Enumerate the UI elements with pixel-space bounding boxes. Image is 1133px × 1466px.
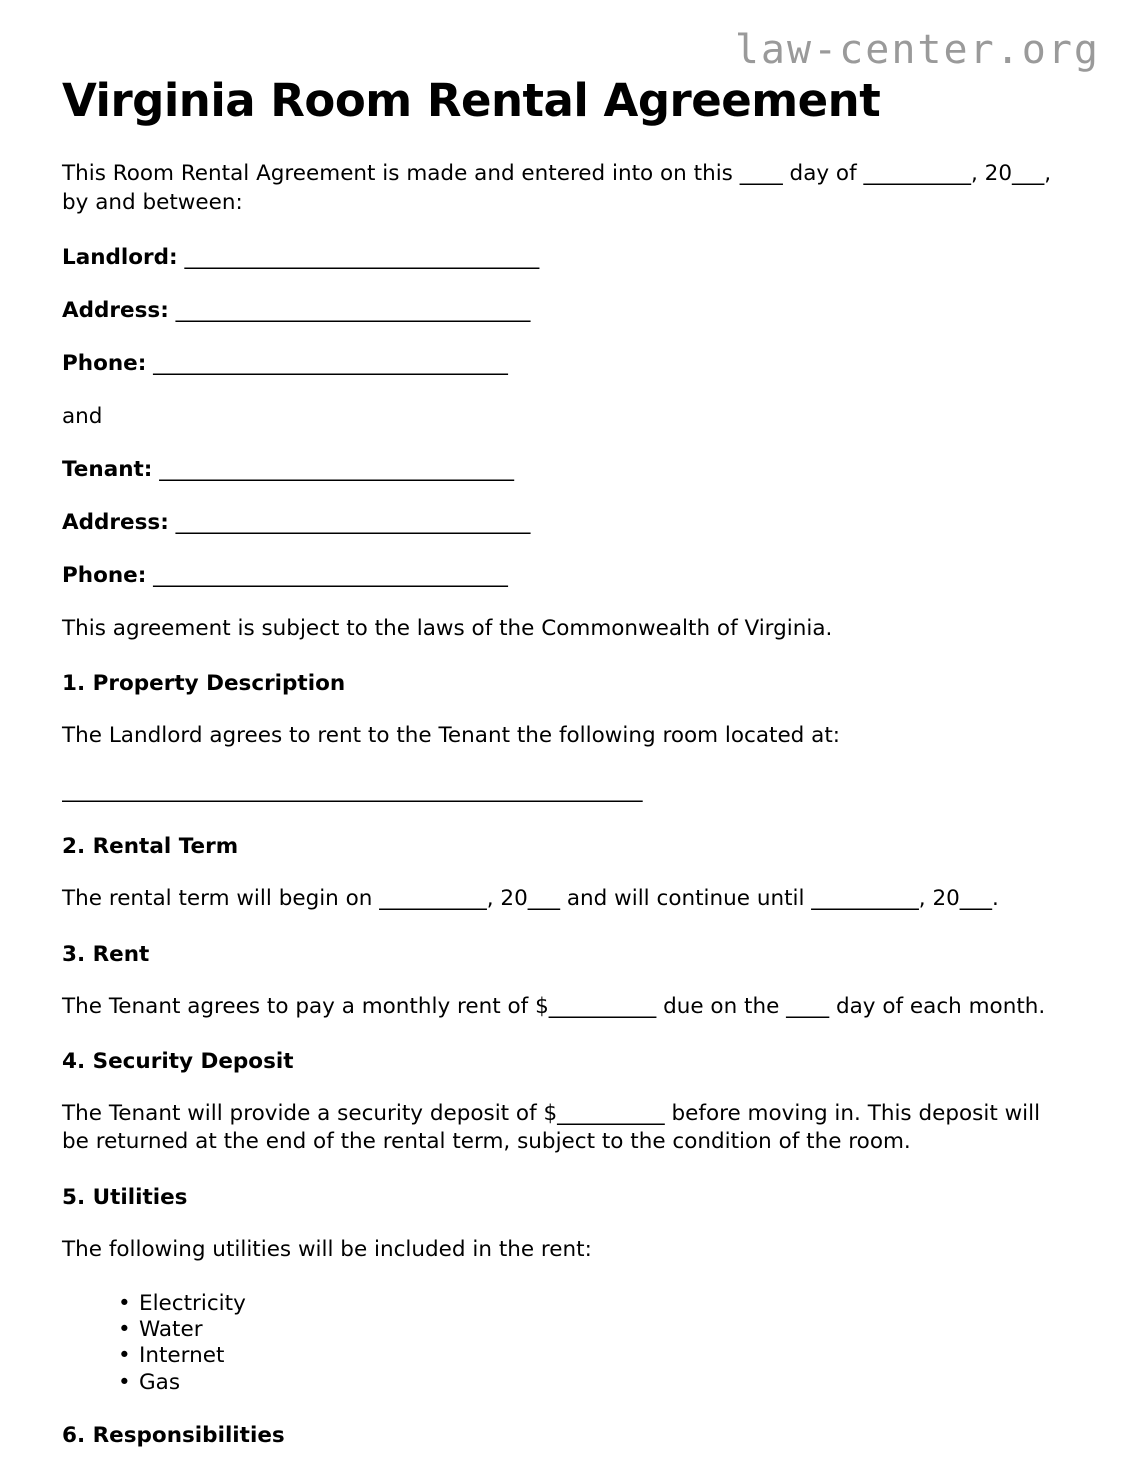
intro-paragraph: This Room Rental Agreement is made and entered into on this ____ day of __________, 20___, by and between: [62,161,1052,215]
section-body-rent: The Tenant agrees to pay a monthly rent of $__________ due on the ____ day of each month. [62,993,1046,1019]
section-heading-rent: 3. Rent [62,941,150,967]
section-heading-utilities: 5. Utilities [62,1184,188,1210]
section-body-property-description: The Landlord agrees to rent to the Tenant the following room located at: [62,723,841,749]
list-item: • Electricity [118,1291,1065,1317]
utilities-list [62,1291,1065,1396]
tenant-phone-blank[interactable]: _________________________________ [146,562,508,588]
landlord-phone-blank[interactable]: _________________________________ [146,351,508,377]
list-item: • Water [118,1317,1065,1343]
landlord-blank[interactable]: _________________________________ [177,245,540,271]
landlord-phone-label: Phone: [62,351,147,377]
section-heading-security-deposit: 4. Security Deposit [62,1048,294,1074]
property-address-blank[interactable]: ______________________________________________________ [62,778,643,804]
list-item: • Internet [118,1343,1065,1369]
page-title: Virginia Room Rental Agreement [62,74,881,127]
tenant-field-row [62,456,1065,484]
document-content [62,76,1065,1466]
landlord-address-label: Address: [62,298,169,324]
section-heading-rental-term: 2. Rental Term [62,834,239,860]
landlord-phone-field-row [62,350,1065,378]
section-heading-responsibilities: 6. Responsibilities [62,1422,285,1448]
section-body-rental-term: The rental term will begin on __________, 20___ and will continue until __________, 20___. [62,886,999,912]
tenant-phone-field-row [62,562,1065,590]
landlord-label: Landlord: [62,245,178,271]
tenant-label: Tenant: [62,456,153,482]
list-item: • Gas [118,1370,1065,1396]
tenant-address-field-row [62,509,1065,537]
conjunction-and: and [62,403,103,429]
landlord-address-field-row [62,297,1065,325]
tenant-blank[interactable]: _________________________________ [152,456,514,482]
section-heading-property-description: 1. Property Description [62,671,346,697]
landlord-field-row [62,244,1065,272]
tenant-phone-label: Phone: [62,562,147,588]
tenant-address-blank[interactable]: _________________________________ [168,509,531,535]
tenant-address-label: Address: [62,509,169,535]
section-body-utilities: The following utilities will be included in the rent: [62,1236,592,1262]
landlord-address-blank[interactable]: _________________________________ [168,298,531,324]
section-body-security-deposit: The Tenant will provide a security deposit of $__________ before moving in. This deposit will be returned at the end of the rental term, subject to the condition of the room. [62,1100,1041,1155]
site-watermark: law-center.org [734,27,1100,73]
jurisdiction-note: This agreement is subject to the laws of the Commonwealth of Virginia. [62,615,833,641]
